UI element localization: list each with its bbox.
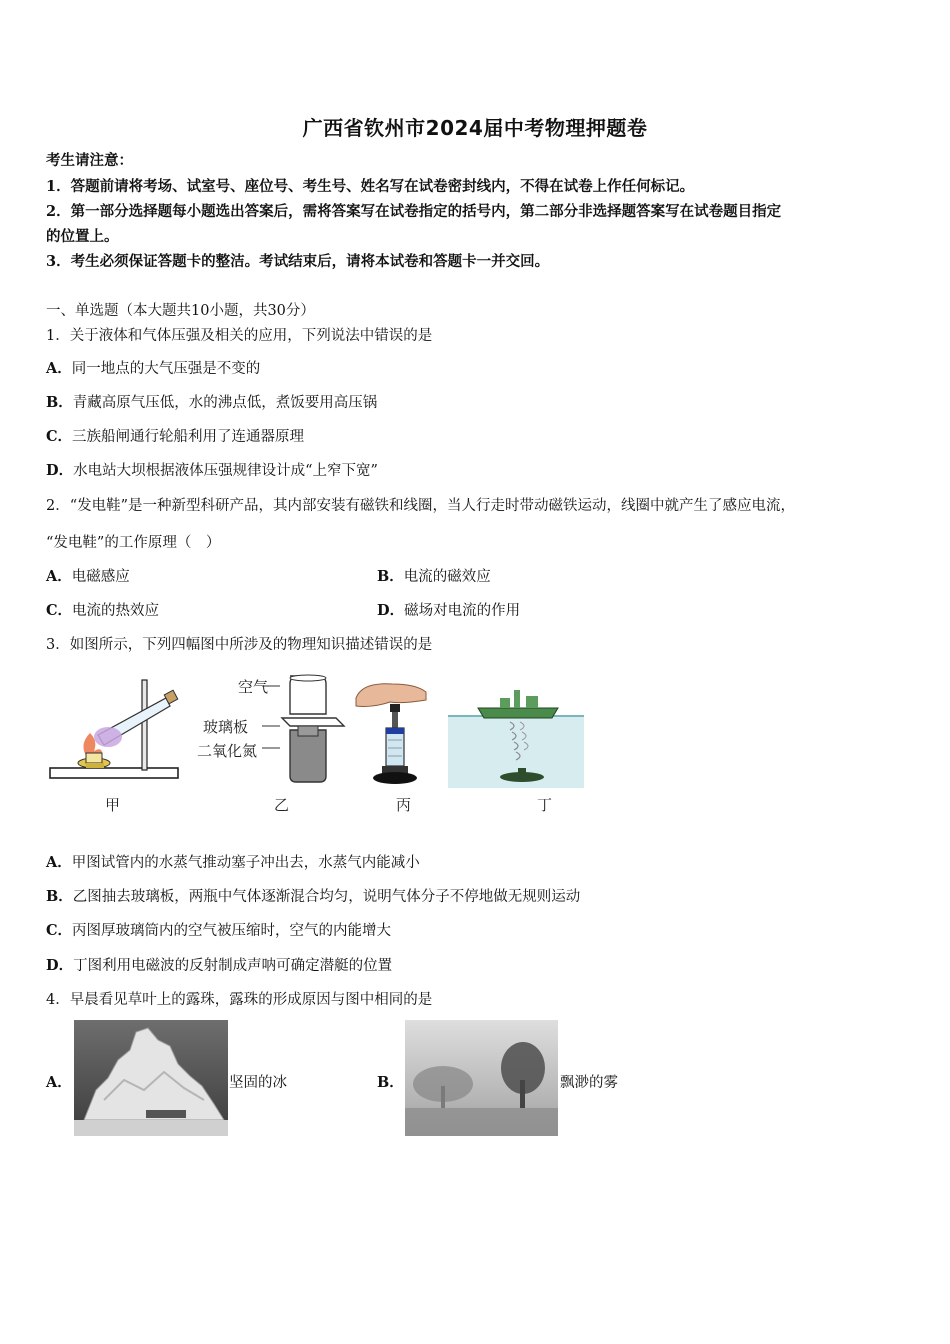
figure-jia	[48, 675, 198, 787]
option: B．电流的磁效应	[377, 568, 491, 585]
leader-lines	[262, 684, 282, 754]
page-title: 广西省钦州市2024届中考物理押题卷	[302, 116, 648, 140]
question-stem: 2．“发电鞋”是一种新型科研产品，其内部安装有磁铁和线圈，当人行走时带动磁铁运动，线圈中就产生了感应电流，	[46, 498, 796, 514]
option: B．乙图抽去玻璃板，两瓶中气体逐渐混合均匀，说明气体分子不停地做无规则运动	[46, 888, 581, 905]
label-no2: 二氧化氮	[197, 742, 258, 760]
option: B．青藏高原气压低，水的沸点低，煮饭要用高压锅	[46, 394, 378, 411]
notice-item: 3．考生必须保证答题卡的整洁。考试结束后，请将本试卷和答题卡一并交回。	[46, 253, 550, 270]
option-letter: B．	[377, 1074, 404, 1091]
image-caption: 坚固的冰	[229, 1075, 287, 1091]
option: A．甲图试管内的水蒸气推动塞子冲出去，水蒸气内能减小	[46, 854, 420, 871]
notice-item: 1．答题前请将考场、试室号、座位号、考生号、姓名写在试卷密封线内，不得在试卷上作任何标记。	[46, 178, 695, 195]
question-stem: 4．早晨看见草叶上的露珠，露珠的形成原因与图中相同的是	[46, 992, 433, 1008]
option: C．电流的热效应	[46, 602, 160, 619]
question-stem-cont: “发电鞋”的工作原理（ ）	[46, 535, 221, 551]
option: D．丁图利用电磁波的反射制成声呐可确定潜艇的位置	[46, 957, 393, 974]
figure-caption: 丙	[396, 796, 412, 814]
label-air: 空气	[238, 678, 269, 696]
option: D．磁场对电流的作用	[377, 602, 521, 619]
question-stem: 3．如图所示，下列四幅图中所涉及的物理知识描述错误的是	[46, 637, 433, 653]
notice-item: 的位置上。	[46, 228, 119, 245]
notice-item: 2．第一部分选择题每小题选出答案后，需将答案写在试卷指定的括号内，第二部分非选择题答案写在试卷题目指定	[46, 203, 782, 220]
option: C．三族船闸通行轮船利用了连通器原理	[46, 428, 305, 445]
option: A．同一地点的大气压强是不变的	[46, 360, 261, 377]
option: C．丙图厚玻璃筒内的空气被压缩时，空气的内能增大	[46, 922, 392, 939]
figure-bing	[352, 678, 432, 788]
figure-yi	[278, 674, 348, 786]
option: A．电磁感应	[46, 568, 130, 585]
notice-heading: 考生请注意：	[46, 152, 133, 169]
label-glass: 玻璃板	[203, 718, 249, 736]
section-heading: 一、单选题（本大题共10小题，共30分）	[46, 303, 315, 319]
image-caption: 飘渺的雾	[560, 1075, 618, 1091]
image-ice	[74, 1020, 228, 1136]
figure-caption: 乙	[274, 796, 290, 814]
image-fog	[405, 1020, 558, 1136]
option-letter: A．	[46, 1074, 72, 1091]
figure-caption: 甲	[105, 796, 121, 814]
figure-ding	[448, 680, 584, 788]
question-stem: 1．关于液体和气体压强及相关的应用，下列说法中错误的是	[46, 328, 433, 344]
figure-caption: 丁	[537, 796, 553, 814]
option: D．水电站大坝根据液体压强规律设计成“上窄下宽”	[46, 462, 378, 479]
